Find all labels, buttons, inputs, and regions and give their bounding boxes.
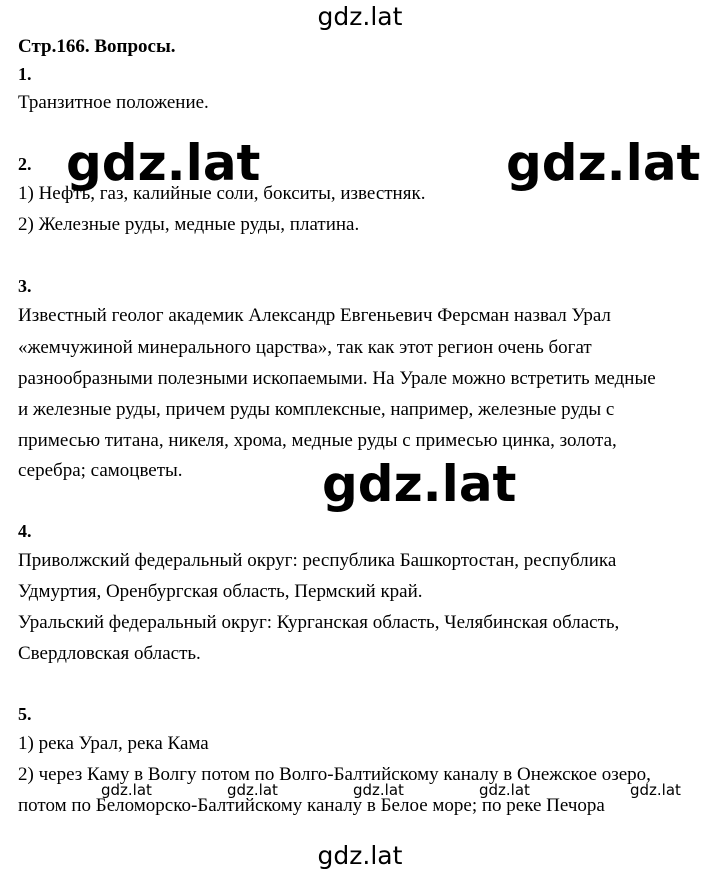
watermark-large: gdz.lat bbox=[506, 134, 701, 192]
watermark-small: gdz.lat bbox=[227, 781, 278, 799]
answer-5-line: 2) через Каму в Волгу потом по Волго-Балтийскому каналу в Онежское озеро, bbox=[18, 764, 651, 785]
answer-3-line: и железные руды, причем руды комплексные, например, железные руды с bbox=[18, 399, 615, 420]
answer-3-line: «жемчужиной минерального царства», так как этот регион очень богат bbox=[18, 337, 592, 358]
answer-3-line: разнообразными полезными ископаемыми. На Урале можно встретить медные bbox=[18, 368, 656, 389]
answer-5-line: 1) река Урал, река Кама bbox=[18, 733, 209, 754]
page-heading: Стр.166. Вопросы. bbox=[18, 36, 176, 57]
answer-4-line: Удмуртия, Оренбургская область, Пермский край. bbox=[18, 581, 423, 602]
watermark-small: gdz.lat bbox=[101, 781, 152, 799]
watermark-small: gdz.lat bbox=[479, 781, 530, 799]
watermark-small: gdz.lat bbox=[353, 781, 404, 799]
watermark-bottom: gdz.lat bbox=[317, 841, 403, 870]
answer-4-line: Уральский федеральный округ: Курганская область, Челябинская область, bbox=[18, 612, 620, 633]
answer-5-line: потом по Беломорско-Балтийскому каналу в Белое море; по реке Печора bbox=[18, 795, 605, 816]
answer-1-line: Транзитное положение. bbox=[18, 92, 209, 113]
watermark-top: gdz.lat bbox=[317, 2, 403, 31]
question-4-number: 4. bbox=[18, 521, 32, 541]
watermark-small: gdz.lat bbox=[630, 781, 681, 799]
question-1-number: 1. bbox=[18, 64, 32, 84]
watermark-large: gdz.lat bbox=[322, 455, 517, 513]
answer-2-line: 2) Железные руды, медные руды, платина. bbox=[18, 214, 360, 235]
watermark-large: gdz.lat bbox=[66, 134, 261, 192]
answer-2-line: 1) Нефть, газ, калийные соли, бокситы, известняк. bbox=[18, 183, 426, 204]
question-3-number: 3. bbox=[18, 276, 32, 296]
answer-4-line: Приволжский федеральный округ: республика Башкортостан, республика bbox=[18, 550, 617, 571]
question-2-number: 2. bbox=[18, 154, 32, 174]
answer-3-line: примесью титана, никеля, хрома, медные руды с примесью цинка, золота, bbox=[18, 430, 617, 451]
question-5-number: 5. bbox=[18, 704, 32, 724]
answer-4-line: Свердловская область. bbox=[18, 643, 201, 664]
answer-3-line: серебра; самоцветы. bbox=[18, 460, 183, 481]
answer-3-line: Известный геолог академик Александр Евгеньевич Ферсман назвал Урал bbox=[18, 305, 611, 326]
